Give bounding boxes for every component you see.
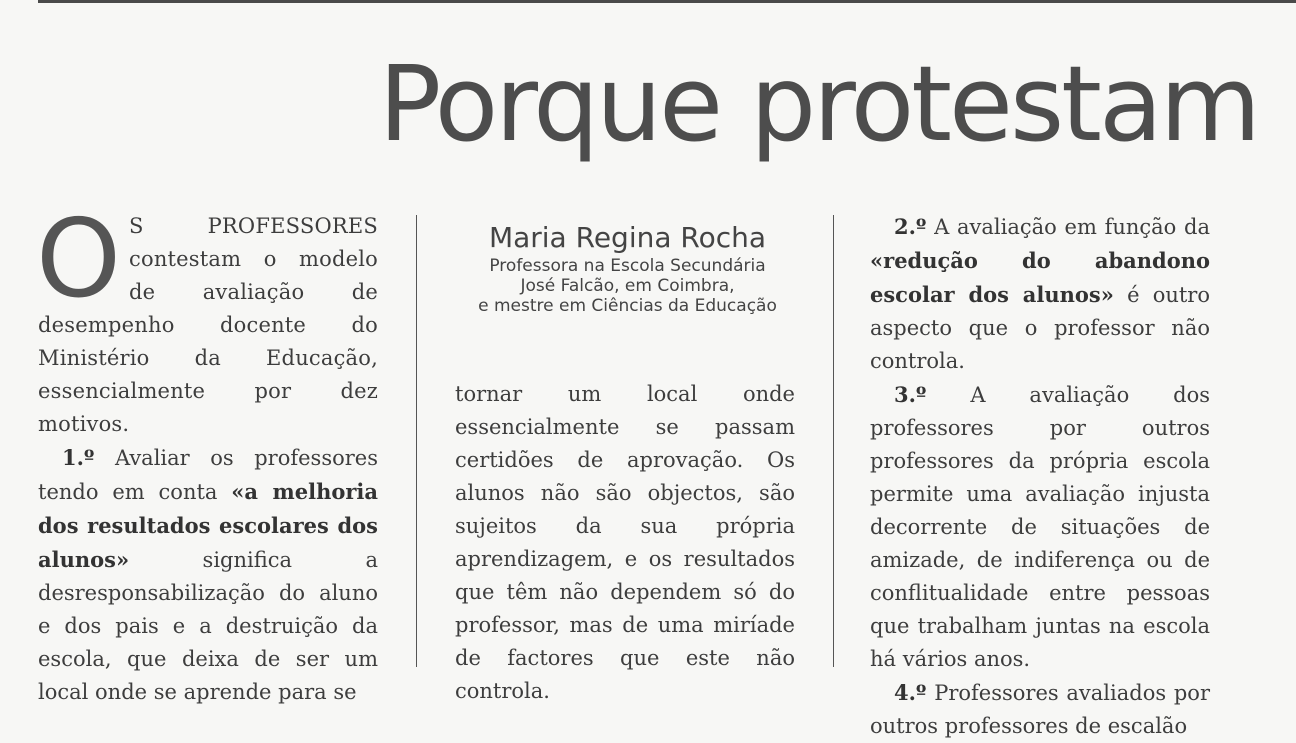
- column-divider: [833, 215, 834, 667]
- paragraph-text: A avaliação em função da: [926, 215, 1210, 239]
- paragraph-2: [870, 210, 1210, 378]
- article-column-2: [455, 378, 795, 708]
- headline: Porque protestam: [378, 43, 1258, 165]
- paragraph-3: [870, 378, 1210, 676]
- author-role-line: Professora na Escola Secundária: [489, 256, 766, 276]
- byline: [440, 222, 815, 316]
- paragraph-1: [38, 441, 378, 709]
- paragraph-continuation: tornar um local onde essencialmente se passam certidões de aprovação. Os alunos não são objectos, são sujeitos da sua própria aprendizagem, e os resultados que têm não dependem só do professor, mas de uma miríade de factores que este não controla.: [455, 382, 795, 703]
- article-column-1: [36, 197, 379, 709]
- paragraph-number: 3.º: [894, 382, 927, 407]
- intro-text: S PROFESSORES contestam o modelo de avaliação de desempenho docente do Ministério da Educação, essencialmente por dez motivos.: [38, 214, 378, 436]
- paragraph-text: A avaliação dos professores por outros professores da própria escola permite uma avaliação injusta decorrente de situações de amizade, de indiferença ou de conflitualidade entre pessoas que trabalham juntas na escola há vários anos.: [870, 383, 1210, 671]
- paragraph-number: 2.º: [894, 214, 927, 239]
- author-role-line: José Falcão, em Coimbra,: [520, 276, 735, 296]
- article-column-3: [870, 210, 1210, 743]
- paragraph-number: 1.º: [62, 445, 95, 470]
- paragraph-text: é outro aspecto que o professor não controla.: [870, 283, 1210, 373]
- column-divider: [416, 215, 417, 667]
- author-role-line: e mestre em Ciências da Educação: [478, 296, 777, 316]
- quoted-phrase: «redução do abandono escolar dos alunos»: [870, 248, 1210, 307]
- drop-cap: O: [36, 197, 122, 322]
- quoted-phrase: «a melhoria dos resultados escolares dos alunos»: [38, 479, 379, 572]
- top-rule: [38, 0, 1296, 3]
- paragraph-4: [870, 676, 1210, 743]
- paragraph-text: Professores avaliados por outros professores de escalão: [870, 681, 1210, 738]
- paragraph-text: significa a desresponsabilização do aluno e dos pais e a destruição da escola, que deixa de ser um local onde se aprende para se: [38, 548, 378, 704]
- paragraph-number: 4.º: [894, 680, 927, 705]
- author-name: Maria Regina Rocha: [488, 221, 767, 254]
- paragraph-text: Avaliar os professores tendo em conta: [38, 446, 378, 504]
- intro-paragraph: [36, 197, 378, 441]
